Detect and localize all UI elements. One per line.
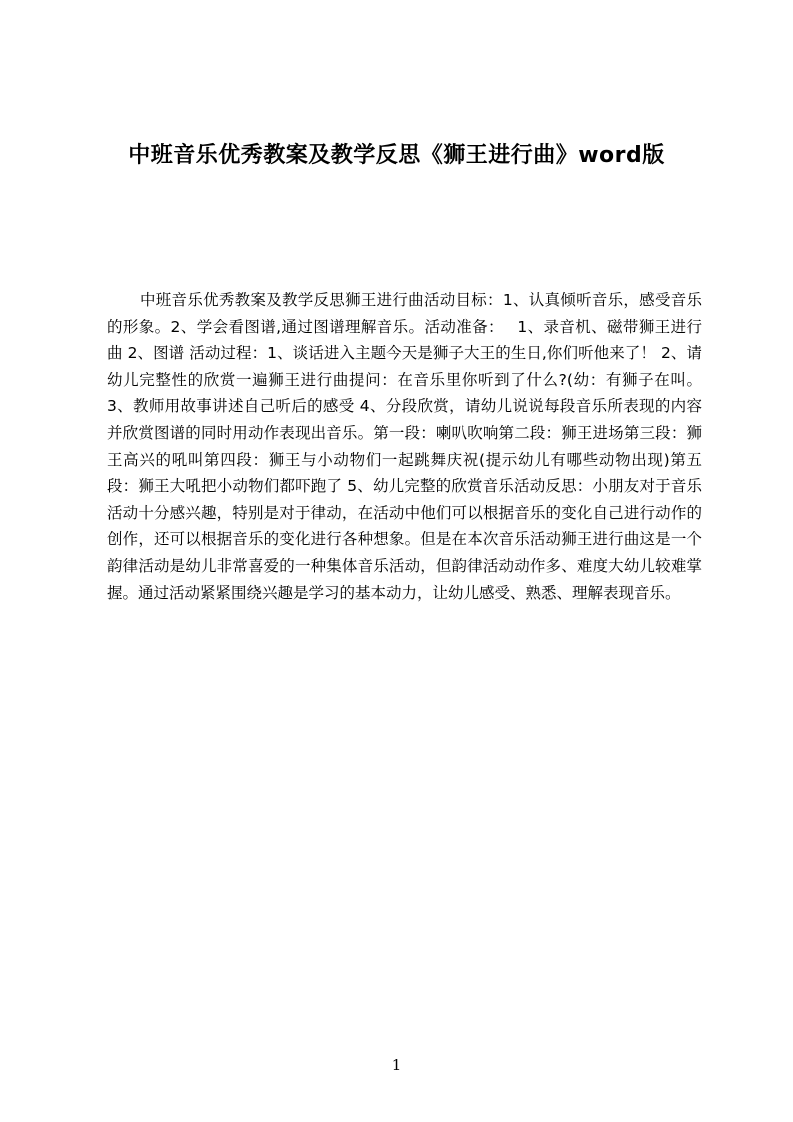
page-number: 1 [391, 1056, 402, 1074]
document-body-paragraph: 中班音乐优秀教案及教学反思狮王进行曲活动目标：1、认真倾听音乐，感受音乐的形象。2、学会看图谱,通过图谱理解音乐。活动准备： 1、录音机、磁带狮王进行曲 2、图谱 活动过程：1、谈话进入主题今天是狮子大王的生日,你们听他来了！ 2、请幼儿完整性的欣赏一遍狮王进行曲提问：在音乐里你听到了什么?(幼：有狮子在叫。3、教师用故事讲述自己听后的感受 4、分段欣赏，请幼儿说说每段音乐所表现的内容并欣赏图谱的同时用动作表现出音乐。第一段：喇叭吹响第二段：狮王进场第三段：狮王高兴的吼叫第四段：狮王与小动物们一起跳舞庆祝(提示幼儿有哪些动物出现)第五段：狮王大吼把小动物们都吓跑了 5、幼儿完整的欣赏音乐活动反思：小朋友对于音乐活动十分感兴趣，特别是对于律动，在活动中他们可以根据音乐的变化自己进行动作的创作，还可以根据音乐的变化进行各种想象。但是在本次音乐活动狮王进行曲这是一个韵律活动是幼儿非常喜爱的一种集体音乐活动，但韵律活动动作多、难度大幼儿较难掌握。通过活动紧紧围绕兴趣是学习的基本动力，让幼儿感受、熟悉、理解表现音乐。 [107, 291, 702, 602]
document-title: 中班音乐优秀教案及教学反思《狮王进行曲》word版 [128, 143, 665, 168]
